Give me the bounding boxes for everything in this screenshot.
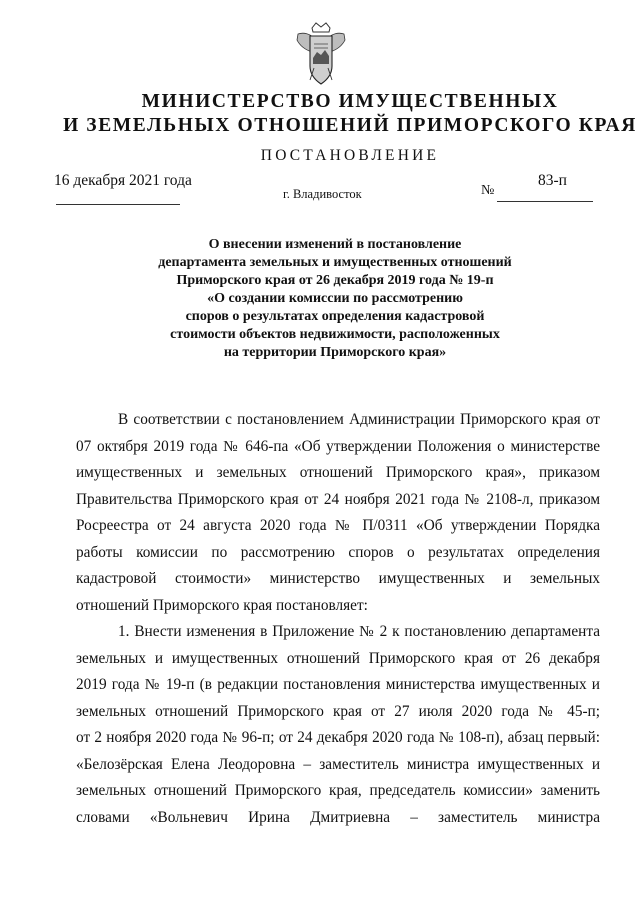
- body-line: отношений Приморского края постановляет:: [76, 596, 368, 614]
- document-city: г. Владивосток: [283, 187, 362, 201]
- document-type: ПОСТАНОВЛЕНИЕ: [260, 147, 440, 164]
- body-line: Правительства Приморского края от 24 ноября 2021 года № 2108-л, приказом: [76, 490, 600, 508]
- body-line: словами «Вольневич Ирина Дмитриевна – заместитель министра: [76, 808, 600, 826]
- body-line: кадастровой стоимости» министерство имущественных и земельных: [76, 570, 600, 587]
- ministry-name-line2: И ЗЕМЕЛЬНЫХ ОТНОШЕНИЙ ПРИМОРСКОГО КРАЯ: [63, 115, 637, 136]
- document-date: 16 декабря 2021 года: [54, 172, 192, 189]
- body-line: Росреестра от 24 августа 2020 года № П/0311 «Об утверждении Порядка: [76, 517, 600, 534]
- body-line: земельных и имущественных отношений Приморского края от 26 декабря: [76, 649, 600, 667]
- coat-of-arms-icon: [294, 22, 348, 88]
- body-line: имущественных и земельных отношений Приморского края», приказом: [76, 464, 600, 481]
- paragraph-item-1: [76, 619, 600, 831]
- body-line: «Белозёрская Елена Леодоровна – заместитель министра имущественных и: [76, 755, 600, 773]
- paragraph-preamble: [76, 407, 600, 619]
- title-line: О внесении изменений в постановление: [208, 237, 462, 252]
- title-line: на территории Приморского края»: [223, 345, 447, 360]
- number-underline: [497, 201, 593, 202]
- body-line: земельных отношений Приморского края, председатель комиссии» заменить: [76, 782, 600, 799]
- body-line: 07 октября 2019 года № 646-па «Об утверждении Положения о министерстве: [76, 437, 600, 455]
- document-title: [100, 236, 570, 362]
- title-line: «О создании комиссии по рассмотрению: [207, 291, 463, 306]
- date-underline: [56, 204, 180, 205]
- number-sign: №: [481, 183, 495, 198]
- body-line: от 2 ноября 2020 года № 96-п; от 24 декабря 2020 года № 108-п), абзац первый:: [76, 729, 600, 746]
- ministry-name-line1: МИНИСТЕРСТВО ИМУЩЕСТВЕННЫХ: [141, 91, 559, 112]
- title-line: споров о результатах определения кадастровой: [185, 309, 485, 324]
- document-number: 83-п: [538, 172, 567, 189]
- body-line: земельных отношений Приморского края от 27 июля 2020 года № 45-п;: [76, 702, 600, 720]
- body-line: 2019 года № 19-п (в редакции постановления министерства имущественных и: [76, 676, 600, 693]
- body-line: В соответствии с постановлением Администрации Приморского края от: [118, 411, 600, 428]
- body-line: 1. Внести изменения в Приложение № 2 к постановлению департамента: [118, 623, 600, 640]
- title-line: Приморского края от 26 декабря 2019 года № 19-п: [176, 273, 494, 288]
- title-line: департамента земельных и имущественных отношений: [158, 255, 512, 270]
- document-body: [76, 407, 600, 831]
- body-line: работы комиссии по рассмотрению споров о результатах определения: [76, 543, 600, 561]
- title-line: стоимости объектов недвижимости, расположенных: [170, 327, 500, 342]
